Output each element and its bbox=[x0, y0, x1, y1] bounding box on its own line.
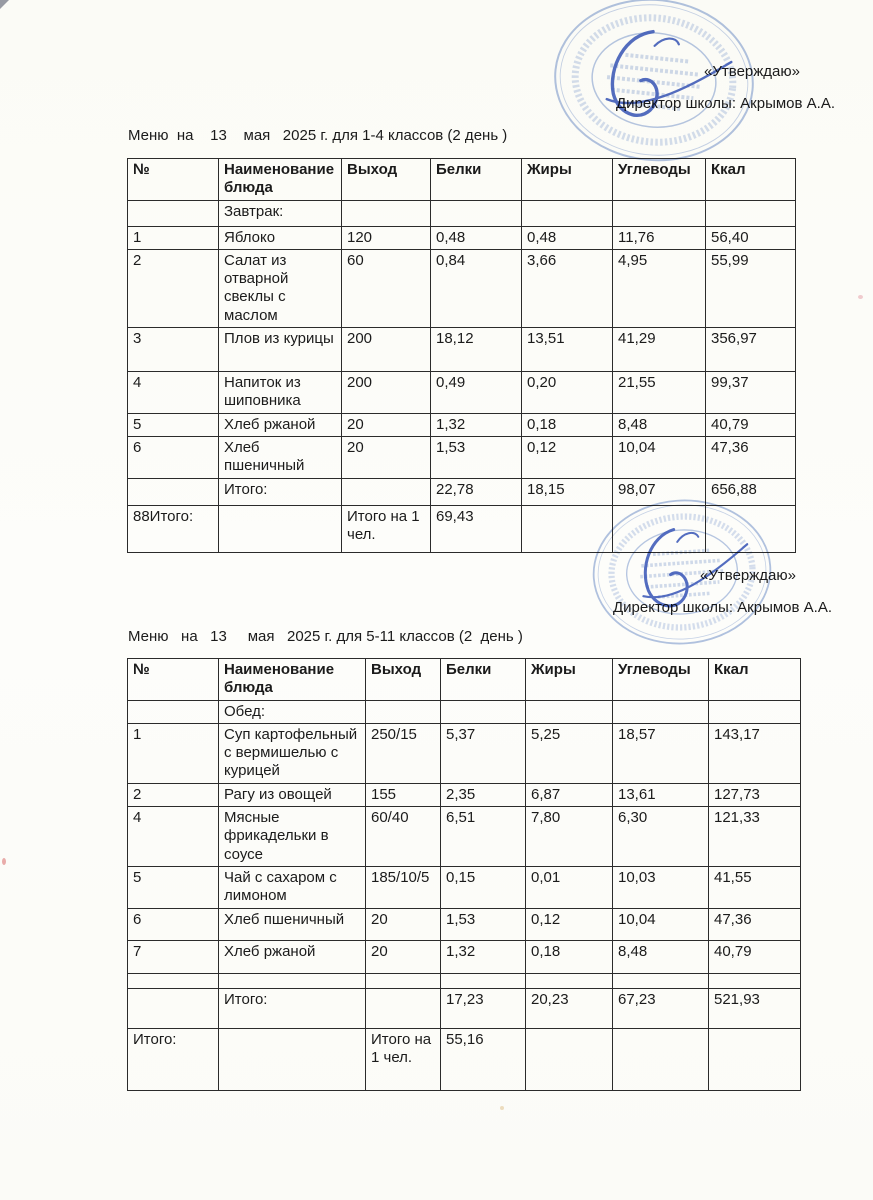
cell-carbs bbox=[613, 1028, 709, 1090]
cell-num bbox=[128, 973, 219, 988]
cell-dish: Рагу из овощей bbox=[219, 783, 366, 806]
cell-fat: 13,51 bbox=[522, 328, 613, 372]
approve-text: «Утверждаю» bbox=[700, 567, 796, 584]
cell-kcal: 56,40 bbox=[706, 226, 796, 249]
cell-kcal bbox=[706, 200, 796, 226]
col-protein: Белки bbox=[441, 659, 526, 701]
cell-dish: Хлеб ржаной bbox=[219, 413, 342, 436]
round-seal-icon bbox=[543, 0, 765, 174]
cell-num: 4 bbox=[128, 807, 219, 867]
scan-speck bbox=[2, 858, 6, 865]
cell-kcal: 47,36 bbox=[706, 436, 796, 478]
scan-speck bbox=[500, 1106, 504, 1110]
cell-fat: 20,23 bbox=[526, 988, 613, 1028]
cell-protein: 18,12 bbox=[431, 328, 522, 372]
cell-per-person-value: 55,16 bbox=[441, 1028, 526, 1090]
cell-num bbox=[128, 200, 219, 226]
cell-carbs bbox=[613, 200, 706, 226]
cell-total-label: Итого: bbox=[219, 478, 342, 505]
cell-carbs: 6,30 bbox=[613, 807, 709, 867]
cell-dish bbox=[219, 973, 366, 988]
scan-speck bbox=[858, 295, 863, 299]
cell-output: 120 bbox=[342, 226, 431, 249]
cell-carbs: 8,48 bbox=[613, 940, 709, 973]
cell-dish: Яблоко bbox=[219, 226, 342, 249]
cell-fat bbox=[526, 1028, 613, 1090]
cell-num: 2 bbox=[128, 249, 219, 327]
cell-carbs bbox=[613, 973, 709, 988]
cell-kcal: 356,97 bbox=[706, 328, 796, 372]
cell-protein bbox=[431, 200, 522, 226]
cell-protein: 6,51 bbox=[441, 807, 526, 867]
cell-output bbox=[366, 700, 441, 723]
cell-carbs: 10,04 bbox=[613, 436, 706, 478]
cell-num: 4 bbox=[128, 372, 219, 414]
cell-fat: 0,18 bbox=[522, 413, 613, 436]
cell-fat: 0,12 bbox=[526, 908, 613, 940]
school-seal-stamp bbox=[543, 0, 765, 174]
cell-fat bbox=[526, 700, 613, 723]
cell-num bbox=[128, 988, 219, 1028]
cell-carbs: 10,03 bbox=[613, 866, 709, 908]
cell-fat: 6,87 bbox=[526, 783, 613, 806]
cell-fat: 7,80 bbox=[526, 807, 613, 867]
col-output: Выход bbox=[366, 659, 441, 701]
cell-output: 60 bbox=[342, 249, 431, 327]
cell-output bbox=[366, 973, 441, 988]
cell-output: 20 bbox=[342, 436, 431, 478]
cell-kcal: 127,73 bbox=[709, 783, 801, 806]
cell-num: 5 bbox=[128, 866, 219, 908]
cell-fat: 0,01 bbox=[526, 866, 613, 908]
cell-protein: 22,78 bbox=[431, 478, 522, 505]
cell-output: 250/15 bbox=[366, 723, 441, 783]
cell-carbs: 13,61 bbox=[613, 783, 709, 806]
table-row bbox=[128, 807, 801, 867]
cell-carbs: 8,48 bbox=[613, 413, 706, 436]
col-carbs: Углеводы bbox=[613, 659, 709, 701]
cell-kcal: 99,37 bbox=[706, 372, 796, 414]
cell-output: 200 bbox=[342, 328, 431, 372]
cell-num: 6 bbox=[128, 436, 219, 478]
cell-kcal bbox=[706, 505, 796, 552]
cell-total-label: Итого: bbox=[219, 988, 366, 1028]
cell-total-label: Итого: bbox=[128, 1028, 219, 1090]
cell-carbs: 67,23 bbox=[613, 988, 709, 1028]
cell-protein: 1,53 bbox=[441, 908, 526, 940]
cell-protein bbox=[441, 700, 526, 723]
table-row bbox=[128, 413, 796, 436]
table-header-row bbox=[128, 659, 801, 701]
cell-kcal: 656,88 bbox=[706, 478, 796, 505]
cell-per-person-label: Итого на 1 чел. bbox=[366, 1028, 441, 1090]
approve-text: «Утверждаю» bbox=[704, 63, 800, 80]
table-row bbox=[128, 328, 796, 372]
col-kcal: Ккал bbox=[709, 659, 801, 701]
cell-carbs: 41,29 bbox=[613, 328, 706, 372]
cell-dish: Обед: bbox=[219, 700, 366, 723]
cell-dish: Напиток из шиповника bbox=[219, 372, 342, 414]
cell-num: 5 bbox=[128, 413, 219, 436]
col-kcal: Ккал bbox=[706, 159, 796, 201]
cell-kcal: 55,99 bbox=[706, 249, 796, 327]
table-row bbox=[128, 249, 796, 327]
table-row bbox=[128, 908, 801, 940]
table-row-per-person bbox=[128, 505, 796, 552]
col-output: Выход bbox=[342, 159, 431, 201]
table-row bbox=[128, 783, 801, 806]
cell-dish bbox=[219, 1028, 366, 1090]
cell-carbs: 10,04 bbox=[613, 908, 709, 940]
cell-protein: 0,84 bbox=[431, 249, 522, 327]
cell-fat: 0,18 bbox=[526, 940, 613, 973]
cell-kcal bbox=[709, 973, 801, 988]
table-row-empty bbox=[128, 973, 801, 988]
cell-carbs bbox=[613, 505, 706, 552]
cell-dish: Мясные фрикадельки в соусе bbox=[219, 807, 366, 867]
cell-dish: Хлеб пшеничный bbox=[219, 436, 342, 478]
cell-output: 60/40 bbox=[366, 807, 441, 867]
cell-num: 2 bbox=[128, 783, 219, 806]
col-number: № bbox=[128, 659, 219, 701]
table-row-section bbox=[128, 200, 796, 226]
cell-num: 1 bbox=[128, 226, 219, 249]
cell-output bbox=[366, 988, 441, 1028]
cell-dish bbox=[219, 505, 342, 552]
cell-kcal: 47,36 bbox=[709, 908, 801, 940]
cell-fat: 0,12 bbox=[522, 436, 613, 478]
cell-dish: Завтрак: bbox=[219, 200, 342, 226]
cell-num: 7 bbox=[128, 940, 219, 973]
breakfast-table bbox=[127, 158, 796, 553]
col-number: № bbox=[128, 159, 219, 201]
cell-dish: Салат из отварной свеклы с маслом bbox=[219, 249, 342, 327]
cell-dish: Хлеб пшеничный bbox=[219, 908, 366, 940]
cell-protein: 0,49 bbox=[431, 372, 522, 414]
lunch-table bbox=[127, 658, 801, 1091]
cell-output bbox=[342, 478, 431, 505]
cell-fat: 0,20 bbox=[522, 372, 613, 414]
cell-output: 20 bbox=[366, 908, 441, 940]
col-dish: Наименование блюда bbox=[219, 659, 366, 701]
cell-kcal: 41,55 bbox=[709, 866, 801, 908]
table-row bbox=[128, 866, 801, 908]
cell-output: 200 bbox=[342, 372, 431, 414]
cell-output bbox=[342, 200, 431, 226]
col-dish: Наименование блюда bbox=[219, 159, 342, 201]
cell-kcal: 40,79 bbox=[709, 940, 801, 973]
cell-fat: 0,48 bbox=[522, 226, 613, 249]
cell-fat bbox=[522, 505, 613, 552]
cell-per-person-label: Итого на 1 чел. bbox=[342, 505, 431, 552]
cell-num bbox=[128, 478, 219, 505]
cell-carbs: 21,55 bbox=[613, 372, 706, 414]
table-row-total bbox=[128, 988, 801, 1028]
cell-protein: 17,23 bbox=[441, 988, 526, 1028]
cell-carbs bbox=[613, 700, 709, 723]
table-row bbox=[128, 372, 796, 414]
cell-protein bbox=[441, 973, 526, 988]
cell-dish: Чай с сахаром с лимоном bbox=[219, 866, 366, 908]
table-row bbox=[128, 436, 796, 478]
table-row-total bbox=[128, 478, 796, 505]
cell-output: 185/10/5 bbox=[366, 866, 441, 908]
cell-fat: 5,25 bbox=[526, 723, 613, 783]
table-row-section bbox=[128, 700, 801, 723]
cell-output: 155 bbox=[366, 783, 441, 806]
cell-kcal: 521,93 bbox=[709, 988, 801, 1028]
table-header-row bbox=[128, 159, 796, 201]
cell-protein: 1,32 bbox=[431, 413, 522, 436]
cell-carbs: 18,57 bbox=[613, 723, 709, 783]
col-carbs: Углеводы bbox=[613, 159, 706, 201]
col-fat: Жиры bbox=[526, 659, 613, 701]
cell-protein: 1,53 bbox=[431, 436, 522, 478]
table-row bbox=[128, 940, 801, 973]
cell-protein: 5,37 bbox=[441, 723, 526, 783]
cell-kcal: 40,79 bbox=[706, 413, 796, 436]
cell-carbs: 4,95 bbox=[613, 249, 706, 327]
director-line: Директор школы: Акрымов А.А. bbox=[616, 95, 835, 112]
cell-dish: Хлеб ржаной bbox=[219, 940, 366, 973]
cell-kcal: 143,17 bbox=[709, 723, 801, 783]
col-fat: Жиры bbox=[522, 159, 613, 201]
cell-carbs: 98,07 bbox=[613, 478, 706, 505]
cell-fat bbox=[522, 200, 613, 226]
cell-protein: 0,48 bbox=[431, 226, 522, 249]
cell-num bbox=[128, 700, 219, 723]
cell-output: 20 bbox=[342, 413, 431, 436]
cell-dish: Плов из курицы bbox=[219, 328, 342, 372]
menu-title-grades-5-11: Меню на 13 мая 2025 г. для 5-11 классов (2 день ) bbox=[128, 628, 523, 645]
table-row bbox=[128, 723, 801, 783]
cell-protein: 2,35 bbox=[441, 783, 526, 806]
cell-fat: 3,66 bbox=[522, 249, 613, 327]
cell-dish: Суп картофельный с вермишелью с курицей bbox=[219, 723, 366, 783]
menu-title-grades-1-4: Меню на 13 мая 2025 г. для 1-4 классов (2 день ) bbox=[128, 127, 508, 144]
table-row bbox=[128, 226, 796, 249]
cell-num: 1 bbox=[128, 723, 219, 783]
cell-kcal: 121,33 bbox=[709, 807, 801, 867]
cell-num: 6 bbox=[128, 908, 219, 940]
cell-protein: 0,15 bbox=[441, 866, 526, 908]
table-row-per-person bbox=[128, 1028, 801, 1090]
director-line: Директор школы: Акрымов А.А. bbox=[613, 599, 832, 616]
cell-fat bbox=[526, 973, 613, 988]
cell-output: 20 bbox=[366, 940, 441, 973]
cell-fat: 18,15 bbox=[522, 478, 613, 505]
cell-protein: 1,32 bbox=[441, 940, 526, 973]
cell-carbs: 11,76 bbox=[613, 226, 706, 249]
cell-num: 3 bbox=[128, 328, 219, 372]
col-protein: Белки bbox=[431, 159, 522, 201]
cell-per-person-value: 69,43 bbox=[431, 505, 522, 552]
cell-total-label: 88Итого: bbox=[128, 505, 219, 552]
cell-kcal bbox=[709, 1028, 801, 1090]
scan-corner-artifact bbox=[0, 0, 9, 9]
cell-kcal bbox=[709, 700, 801, 723]
